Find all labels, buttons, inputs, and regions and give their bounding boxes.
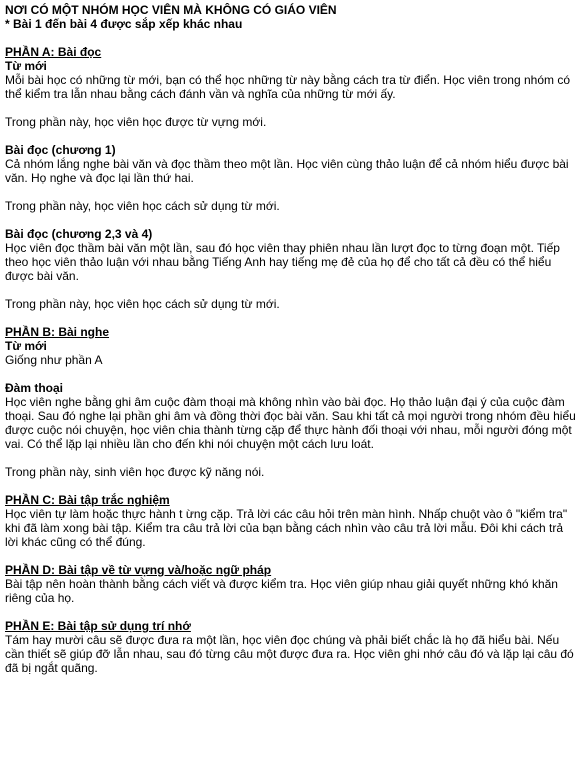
part-b-dialogue-text: Học viên nghe bằng ghi âm cuộc đàm thoại mà không nhìn vào bài đọc. Họ thảo luận đại ý của cuộc đàm thoại. Sau đó nghe lại phần ghi âm và đồng thời đọc bài văn. Sau khi tất cả mọi người trong nhóm đều hiểu được cuộc nói chuyện, học viên chia thành từng cặp để thực hành đối thoại với nhau, mỗi người đóng một vai. Có thể lặp lại nhiều lần cho đến khi nói chuyện một cách lưu loát. — [5, 395, 576, 451]
part-a-vocab-note: Trong phần này, học viên học được từ vựng mới. — [5, 115, 267, 129]
part-a-reading1-heading: Bài đọc (chương 1) — [5, 143, 116, 157]
part-a-reading2-note: Trong phần này, học viên học cách sử dụng từ mới. — [5, 297, 280, 311]
part-a-reading1-note: Trong phần này, học viên học cách sử dụng từ mới. — [5, 199, 280, 213]
part-b-dialogue-note: Trong phần này, sinh viên học được kỹ năng nói. — [5, 465, 265, 479]
part-e-heading: PHẦN E: Bài tập sử dụng trí nhớ — [5, 619, 191, 633]
part-a-reading2-heading: Bài đọc (chương 2,3 và 4) — [5, 227, 153, 241]
part-a-vocab-heading: Từ mới — [5, 59, 47, 73]
part-a-vocab-text: Mỗi bài học có những từ mới, bạn có thể học những từ này bằng cách tra từ điển. Học viên trong nhóm có thể kiểm tra lẫn nhau bằng cách đánh vần và nghĩa của những từ mới ấy. — [5, 73, 571, 101]
part-b-heading: PHẦN B: Bài nghe — [5, 325, 110, 339]
part-e-text: Tám hay mười câu sẽ được đưa ra một lần, học viên đọc chúng và phải biết chắc là họ đã hiểu bài. Nếu cần thiết sẽ giúp đỡ lẫn nhau, sau đó từng câu một được đưa ra. Học viên ghi nhớ câu đó và lặp lại câu đó đã bị ngắt quãng. — [5, 633, 574, 675]
document-title: NƠI CÓ MỘT NHÓM HỌC VIÊN MÀ KHÔNG CÓ GIÁO VIÊN — [5, 3, 337, 17]
part-a-reading2-text: Học viên đọc thầm bài văn một lần, sau đó học viên thay phiên nhau lần lượt đọc to từng đoạn một. Tiếp theo học viên thảo luận với nhau bằng Tiếng Anh hay tiếng mẹ đẻ của họ để cho tất cả đều có thể hiểu được bài văn. — [5, 241, 560, 283]
part-b-dialogue-heading: Đàm thoại — [5, 381, 64, 395]
part-b-vocab-heading: Từ mới — [5, 339, 47, 353]
part-b-vocab-text: Giống như phần A — [5, 353, 103, 367]
part-a-heading: PHẦN A: Bài đọc — [5, 45, 102, 59]
document-subtitle: * Bài 1 đến bài 4 được sắp xếp khác nhau — [5, 17, 243, 31]
part-c-heading: PHẦN C: Bài tập trắc nghiệm — [5, 493, 170, 507]
part-d-text: Bài tập nên hoàn thành bằng cách viết và được kiểm tra. Học viên giúp nhau giải quyết những khó khăn riêng của họ. — [5, 577, 558, 605]
part-c-text: Học viên tự làm hoặc thực hành t ừng cặp. Trả lời các câu hỏi trên màn hình. Nhấp chuột vào ô "kiểm tra" khi đã làm xong bài tập. Kiểm tra câu trả lời của bạn bằng cách nhìn vào câu trả lời mẫu. Đôi khi cách trả lời khác cũng có thể đúng. — [5, 507, 568, 549]
part-d-heading: PHẦN D: Bài tập về từ vựng và/hoặc ngữ pháp — [5, 563, 272, 577]
part-a-reading1-text: Cả nhóm lắng nghe bài văn và đọc thầm theo một lần. Học viên cùng thảo luận để cả nhóm hiểu được bài văn. Họ nghe và đọc lại lần thứ hai. — [5, 157, 569, 185]
